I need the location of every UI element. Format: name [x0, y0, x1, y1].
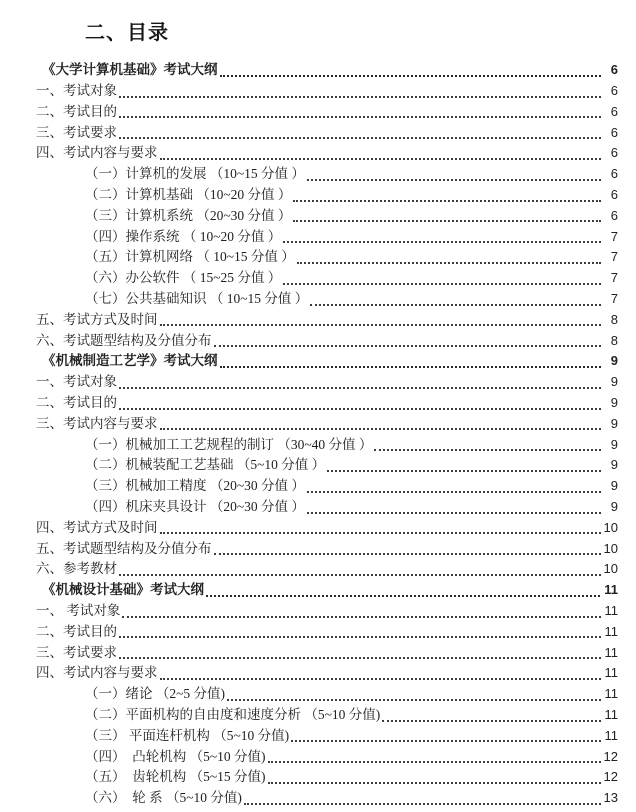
- toc-entry[interactable]: [36, 767, 618, 788]
- toc-dot-leader: [160, 678, 602, 680]
- toc-page-number: 11: [604, 727, 618, 743]
- toc-page-number: 8: [610, 332, 618, 348]
- toc-entry[interactable]: [36, 268, 618, 289]
- toc-entry[interactable]: [36, 164, 618, 185]
- toc-entry-text: 二、考试目的: [36, 103, 117, 119]
- toc-entry-text: （一）机械加工工艺规程的制订 （30~40 分值 ）: [85, 436, 373, 452]
- toc-page-number: 11: [604, 665, 618, 681]
- toc-dot-leader: [220, 366, 602, 368]
- toc-entry[interactable]: [36, 518, 618, 539]
- toc-page-number: 11: [604, 686, 618, 702]
- toc-page-number: 11: [604, 582, 618, 598]
- toc-page-number: 7: [610, 249, 618, 265]
- toc-entry-text: （三） 平面连杆机构 （5~10 分值): [85, 727, 290, 743]
- toc-dot-leader: [268, 761, 601, 763]
- toc-entry-text: （六） 轮 系 （5~10 分值): [85, 790, 242, 806]
- toc-entry[interactable]: [36, 434, 618, 455]
- toc-entry[interactable]: [36, 122, 618, 143]
- toc-page-number: 7: [610, 228, 618, 244]
- toc-entry-text: （四）机床夹具设计 （20~30 分值 ）: [85, 499, 305, 515]
- toc-dot-leader: [119, 636, 601, 638]
- toc-entry-text: （三）机械加工精度 （20~30 分值 ）: [85, 478, 305, 494]
- toc-page-number: 10: [603, 540, 618, 556]
- toc-dot-leader: [160, 532, 602, 534]
- toc-dot-leader: [160, 428, 602, 430]
- toc-entry-text: （二）计算机基础 （10~20 分值 ）: [85, 187, 292, 203]
- toc-dot-leader: [283, 241, 601, 243]
- toc-entry[interactable]: [36, 185, 618, 206]
- toc-dot-leader: [119, 387, 601, 389]
- toc-entry-text: （四） 凸轮机构 （5~10 分值): [85, 748, 266, 764]
- toc-entry[interactable]: [36, 351, 618, 372]
- toc-entry[interactable]: [36, 289, 618, 310]
- toc-entry[interactable]: [36, 497, 618, 518]
- toc-entry[interactable]: [36, 559, 618, 580]
- toc-page-number: 6: [610, 62, 618, 78]
- toc-entry[interactable]: [36, 538, 618, 559]
- toc-dot-leader: [119, 657, 601, 659]
- toc-dot-leader: [214, 345, 602, 347]
- toc-entry-text: 六、考试题型结构及分值分布: [36, 332, 212, 348]
- toc-entry[interactable]: [36, 663, 618, 684]
- toc-dot-leader: [122, 616, 601, 618]
- toc-dot-leader: [307, 491, 601, 493]
- toc-entry[interactable]: [36, 226, 618, 247]
- toc-page-number: 6: [610, 207, 618, 223]
- toc-entry[interactable]: [36, 372, 618, 393]
- toc-entry-text: （三）计算机系统 （20~30 分值 ）: [85, 207, 292, 223]
- toc-entry-text: 《机械设计基础》考试大纲: [42, 582, 204, 598]
- toc-dot-leader: [374, 449, 601, 451]
- toc-entry[interactable]: [36, 247, 618, 268]
- toc-entry[interactable]: [36, 580, 618, 601]
- toc-entry[interactable]: [36, 310, 618, 331]
- toc-entry-text: 三、考试要求: [36, 644, 117, 660]
- toc-page-number: 10: [603, 561, 618, 577]
- toc-entry[interactable]: [36, 622, 618, 643]
- toc-dot-leader: [382, 720, 601, 722]
- toc-dot-leader: [283, 283, 601, 285]
- toc-entry[interactable]: [36, 206, 618, 227]
- toc-entry[interactable]: [36, 642, 618, 663]
- toc-entry[interactable]: [36, 143, 618, 164]
- toc-dot-leader: [119, 574, 601, 576]
- toc-entry[interactable]: [36, 705, 618, 726]
- toc-dot-leader: [214, 553, 602, 555]
- toc-dot-leader: [307, 179, 601, 181]
- toc-entry-text: （二）机械装配工艺基础 （5~10 分值 ）: [85, 457, 326, 473]
- toc-page-number: 9: [610, 395, 618, 411]
- toc-entry-text: 二、考试目的: [36, 623, 117, 639]
- toc-entry[interactable]: [36, 393, 618, 414]
- toc-dot-leader: [119, 96, 601, 98]
- toc-page-number: 6: [610, 83, 618, 99]
- toc-page-number: 7: [610, 291, 618, 307]
- toc-dot-leader: [268, 782, 601, 784]
- toc-dot-leader: [293, 220, 601, 222]
- toc-dot-leader: [244, 803, 601, 805]
- toc-entry-text: 《机械制造工艺学》考试大纲: [42, 353, 218, 369]
- toc-entry[interactable]: [36, 455, 618, 476]
- toc-entry-text: 《大学计算机基础》考试大纲: [42, 62, 218, 78]
- toc-entry-text: 四、考试内容与要求: [36, 145, 158, 161]
- toc-entry-text: 五、考试方式及时间: [36, 311, 158, 327]
- toc-entry-text: （一）绪论 （2~5 分值): [85, 686, 226, 702]
- toc-entry-text: 一、考试对象: [36, 374, 117, 390]
- toc-page-number: 8: [610, 311, 618, 327]
- toc-dot-leader: [307, 512, 601, 514]
- toc-page-number: 12: [603, 748, 618, 764]
- toc-entry-text: 二、考试目的: [36, 395, 117, 411]
- toc-page-number: 11: [604, 644, 618, 660]
- toc-page-number: 9: [610, 374, 618, 390]
- toc-page-number: 6: [610, 145, 618, 161]
- toc-page-number: 9: [610, 499, 618, 515]
- toc-entry-text: 四、考试内容与要求: [36, 665, 158, 681]
- toc-dot-leader: [160, 158, 602, 160]
- toc-dot-leader: [310, 304, 601, 306]
- toc-dot-leader: [293, 200, 601, 202]
- toc-entry[interactable]: [36, 81, 618, 102]
- toc-entry-text: 五、考试题型结构及分值分布: [36, 540, 212, 556]
- toc-entry[interactable]: [36, 102, 618, 123]
- toc-entry[interactable]: [36, 726, 618, 747]
- toc-entry-text: （一）计算机的发展 （10~15 分值 ）: [85, 166, 305, 182]
- toc-entry-text: （五）计算机网络 （ 10~15 分值 ）: [85, 249, 295, 265]
- toc-entry[interactable]: [36, 476, 618, 497]
- toc-entry-text: （六）办公软件 （ 15~25 分值 ）: [85, 270, 282, 286]
- toc-entry-text: （四）操作系统 （ 10~20 分值 ）: [85, 228, 282, 244]
- toc-page-number: 9: [610, 436, 618, 452]
- toc-dot-leader: [160, 324, 602, 326]
- toc-entry[interactable]: [36, 788, 618, 809]
- toc-page-number: 9: [610, 478, 618, 494]
- toc-page-number: 9: [610, 353, 618, 369]
- toc-page-number: 9: [610, 457, 618, 473]
- toc-heading: 二、目录: [85, 22, 169, 44]
- toc-page-number: 11: [604, 707, 618, 722]
- toc-page-number: 6: [610, 166, 618, 182]
- toc-dot-leader: [119, 116, 601, 118]
- toc-page-number: 11: [604, 623, 618, 639]
- toc-dot-leader: [206, 595, 600, 597]
- toc-dot-leader: [220, 75, 602, 77]
- toc-page-number: 6: [610, 124, 618, 140]
- toc-page-number: 13: [603, 790, 618, 806]
- toc-entry-text: （二）平面机构的自由度和速度分析 （5~10 分值): [85, 707, 381, 722]
- toc-entry[interactable]: [36, 330, 618, 351]
- toc-dot-leader: [227, 699, 601, 701]
- toc-list: [36, 60, 618, 809]
- toc-entry-text: 三、考试要求: [36, 124, 117, 140]
- toc-entry[interactable]: [36, 60, 618, 81]
- toc-entry-text: 三、考试内容与要求: [36, 415, 158, 431]
- toc-page-number: 6: [610, 103, 618, 119]
- toc-entry[interactable]: [36, 684, 618, 705]
- toc-entry-text: 六、参考教材: [36, 561, 117, 577]
- toc-page-number: 12: [603, 769, 618, 785]
- toc-dot-leader: [297, 262, 601, 264]
- toc-dot-leader: [119, 408, 601, 410]
- toc-page-number: 9: [610, 415, 618, 431]
- toc-entry[interactable]: [36, 414, 618, 435]
- toc-page-number: 7: [610, 270, 618, 286]
- toc-dot-leader: [327, 470, 601, 472]
- toc-entry[interactable]: [36, 601, 618, 622]
- toc-entry-text: 四、考试方式及时间: [36, 519, 158, 535]
- toc-dot-leader: [291, 740, 601, 742]
- toc-entry-text: 一、 考试对象: [36, 603, 121, 619]
- toc-entry-text: （七）公共基础知识 （ 10~15 分值 ）: [85, 291, 309, 307]
- toc-entry[interactable]: [36, 746, 618, 767]
- toc-entry-text: （五） 齿轮机构 （5~15 分值): [85, 769, 266, 785]
- toc-page-number: 6: [610, 187, 618, 203]
- toc-page-number: 10: [603, 519, 618, 535]
- toc-entry-text: 一、考试对象: [36, 83, 117, 99]
- toc-page-number: 11: [604, 603, 618, 619]
- toc-dot-leader: [119, 137, 601, 139]
